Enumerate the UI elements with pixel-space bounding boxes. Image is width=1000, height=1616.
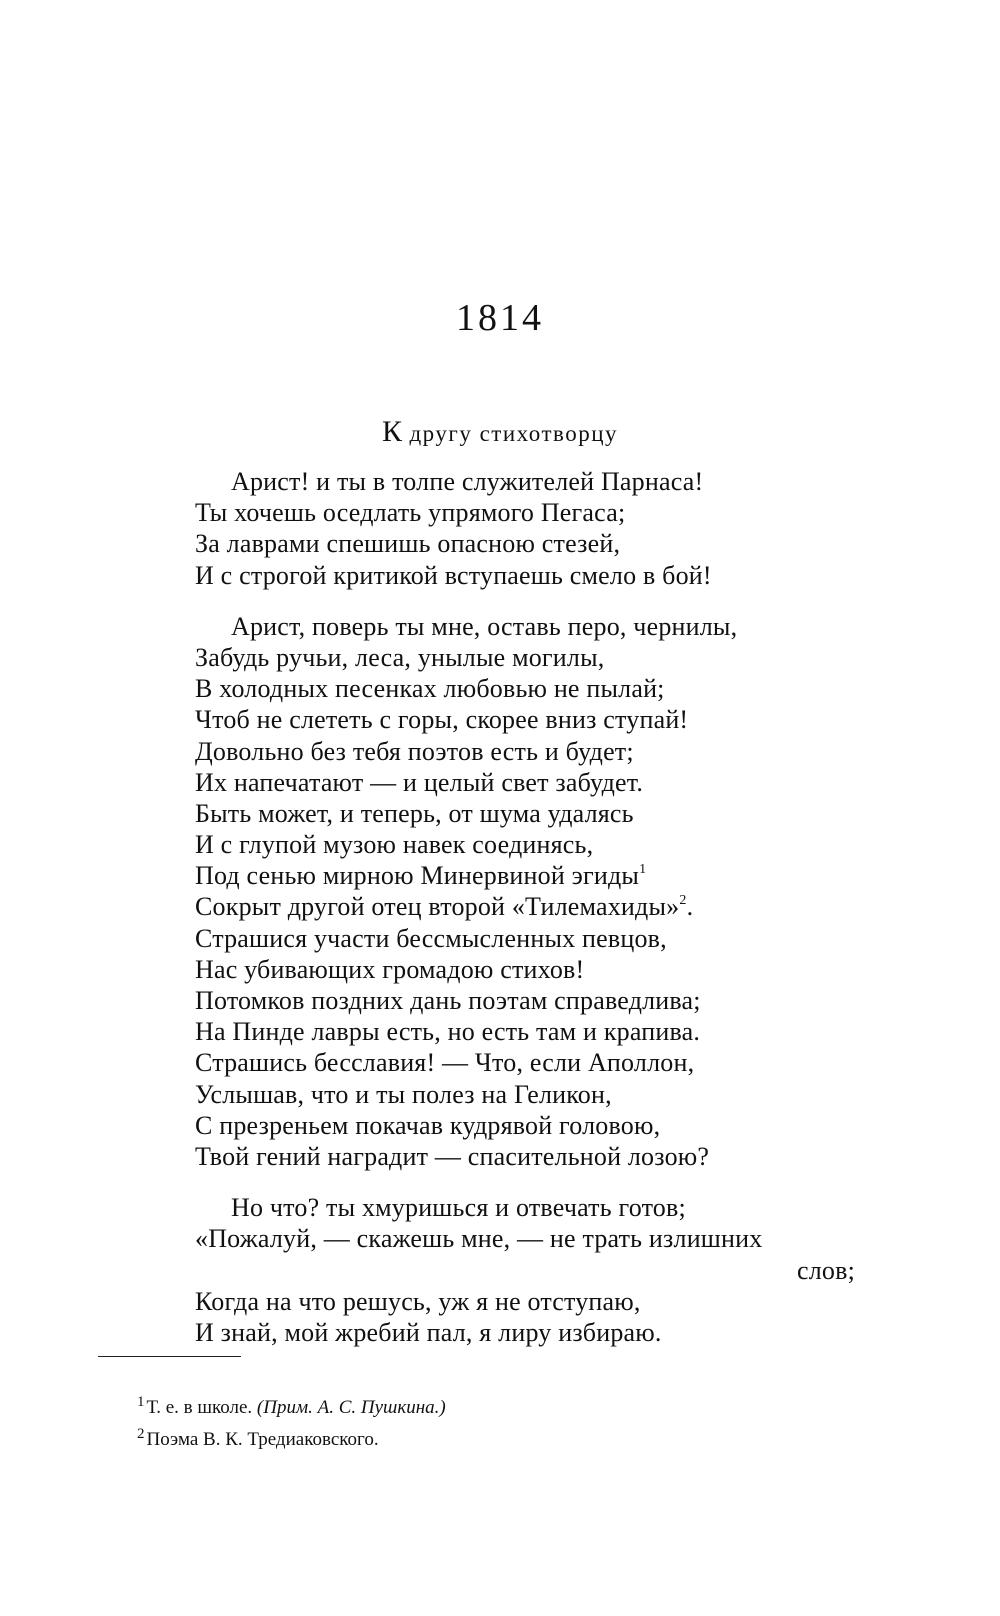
poem-line: Довольно без тебя поэтов есть и будет; xyxy=(195,736,634,766)
poem-line: Нас убивающих громадою стихов! xyxy=(195,954,585,984)
footnote-text: Поэма В. К. Тредиаковского. xyxy=(146,1429,379,1450)
poem-line-text: Под сенью мирною Минервиной эгиды xyxy=(195,861,640,891)
footnote-text: Т. е. в школе. xyxy=(146,1397,257,1418)
poem-line-wrapped-tail: слов; xyxy=(796,1255,855,1285)
poem-line: И знай, мой жребий пал, я лиру избираю. xyxy=(195,1317,662,1347)
poem-line: На Пинде лавры есть, но есть там и крапива. xyxy=(195,1017,701,1047)
poem-line: В холодных песенках любовью не пылай; xyxy=(195,674,665,704)
poem-line: Забудь ручьи, леса, унылые могилы, xyxy=(195,642,605,672)
poem-line: Твой гений наградит — спасительной лозою? xyxy=(195,1141,710,1171)
poem-line: Их напечатают — и целый свет забудет. xyxy=(195,767,644,797)
poem-title xyxy=(0,415,1000,449)
footnote-number: 1 xyxy=(137,1394,145,1410)
poem-line-with-footnote-1 xyxy=(195,860,855,891)
poem-body xyxy=(195,466,855,1368)
poem-line-with-footnote-2 xyxy=(195,891,855,922)
poem-line: Быть может, и теперь, от шума удалясь xyxy=(195,798,634,828)
poem-line-text: Сокрыт другой отец второй «Тилемахиды» xyxy=(195,892,680,922)
stanza-1 xyxy=(195,466,855,591)
footnote-ref-2[interactable]: 2 xyxy=(679,893,687,909)
poem-line: Потомков поздних дань поэтам справедлива; xyxy=(195,986,701,1015)
poem-line: И с строгой критикой вступаешь смело в бой! xyxy=(195,560,712,590)
poem-line: Но что? ты хмуришься и отвечать готов; xyxy=(231,1193,686,1223)
footnote-ref-1[interactable]: 1 xyxy=(639,862,647,878)
poem-title-initial: К xyxy=(381,415,402,448)
poem-line: Арист! и ты в толпе служителей Парнаса! xyxy=(231,467,704,496)
poem-line: Страшися участи бессмысленных певцов, xyxy=(195,923,667,953)
poem-line: Чтоб не слететь с горы, скорее вниз ступай! xyxy=(195,705,689,735)
poem-line: Ты хочешь оседлать упрямого Пегаса; xyxy=(195,498,626,528)
footnote-editor-note: (Прим. А. С. Пушкина.) xyxy=(256,1397,446,1418)
poem-line: «Пожалуй, — скажешь мне, — не трать излишних xyxy=(195,1224,763,1254)
poem-line: За лаврами спешишь опасною стезей, xyxy=(195,529,621,559)
footnotes xyxy=(137,1392,446,1456)
footnote-1 xyxy=(137,1392,446,1424)
poem-line: Арист, поверь ты мне, оставь перо, чернилы, xyxy=(231,611,738,641)
footnote-divider xyxy=(98,1356,241,1357)
section-year-heading: 1814 xyxy=(456,297,544,339)
footnote-2 xyxy=(137,1424,446,1456)
poem-line: Страшись бесславия! — Что, если Аполлон, xyxy=(195,1048,695,1078)
poem-line: С презреньем покачав кудрявой головою, xyxy=(195,1110,661,1140)
poem-line: Когда на что решусь, уж я не отступаю, xyxy=(195,1286,641,1316)
stanza-3 xyxy=(195,1192,855,1348)
poem-line-tail: . xyxy=(686,892,694,922)
poem-title-rest: другу стихотворцу xyxy=(409,421,619,446)
poem-line: Услышав, что и ты полез на Геликон, xyxy=(195,1079,612,1109)
stanza-2 xyxy=(195,611,855,1172)
poem-line: И с глупой музою навек соединясь, xyxy=(195,830,594,860)
footnote-number: 2 xyxy=(137,1426,145,1442)
